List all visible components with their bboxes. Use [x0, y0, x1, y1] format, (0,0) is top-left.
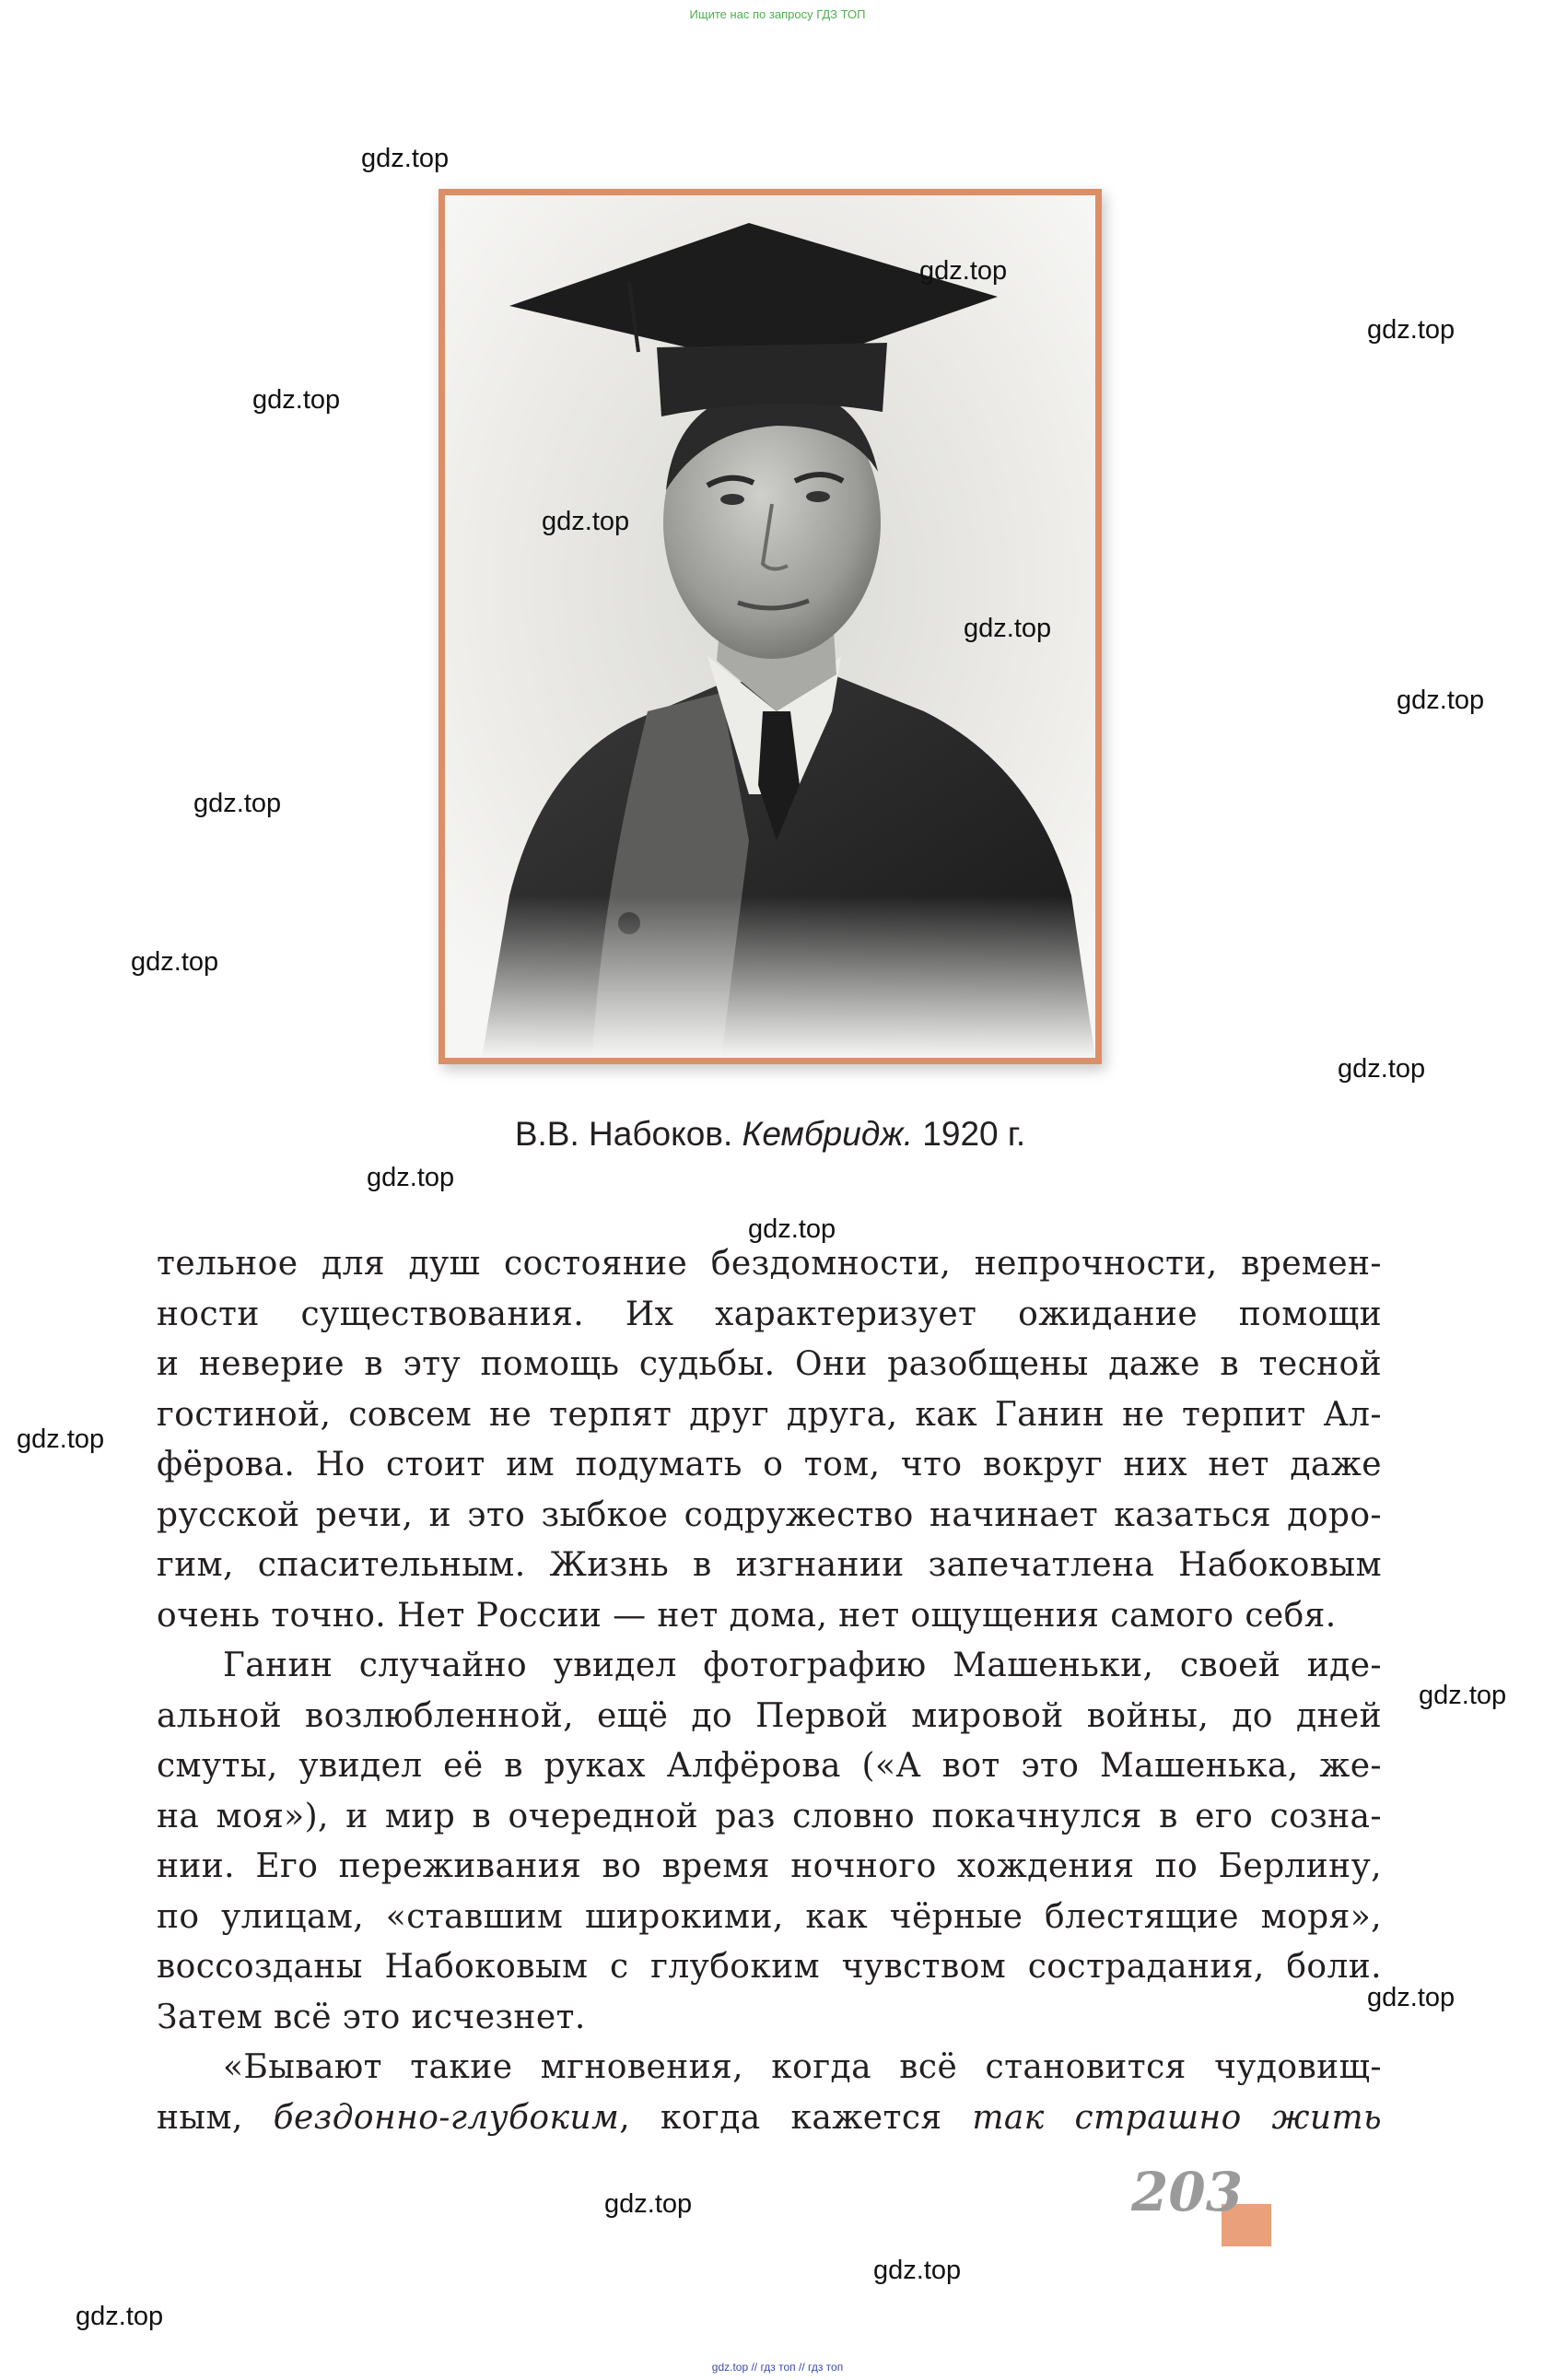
watermark: gdz.top	[919, 256, 1008, 286]
text-line: на моя»), и мир в очередной раз словно покачнулся в его созна-	[157, 1797, 1382, 1835]
text-line: «Бывают такие мгновения, когда всё становится чудовищ-	[223, 2048, 1382, 2086]
text-line: гостиной, совсем не терпят друг друга, как Ганин не терпит Ал-	[157, 1395, 1382, 1434]
watermark: gdz.top	[964, 614, 1052, 643]
watermark: gdz.top	[76, 2302, 164, 2331]
text-line: смуты, увидел её в руках Алфёрова («А вот это Машенька, же-	[157, 1747, 1382, 1785]
text-line: Затем всё это исчезнет.	[157, 1998, 586, 2036]
emphasis-text: так страшно жить	[972, 2098, 1382, 2137]
paragraph-1	[157, 1239, 1382, 1641]
paragraph-2	[157, 1641, 1382, 2043]
text-line: русской речи, и это зыбкое содружество начинает казаться доро-	[157, 1495, 1382, 1534]
text-run: , когда кажется	[619, 2098, 973, 2137]
watermark: gdz.top	[748, 1214, 836, 1244]
text-line: тельное для душ состояние бездомности, непрочности, времен-	[157, 1245, 1382, 1283]
text-line: очень точно. Нет России — нет дома, нет ощущения самого себя.	[157, 1596, 1337, 1635]
watermark: gdz.top	[193, 789, 282, 818]
text-line: гим, спасительным. Жизнь в изгнании запечатлена Набоковым	[157, 1546, 1382, 1584]
header-note: Ищите нас по запросу ГДЗ ТОП	[689, 7, 866, 21]
watermark: gdz.top	[17, 1424, 105, 1454]
footer-note: gdz.top // гдз топ // гдз топ	[711, 2361, 844, 2374]
caption-year: 1920 г.	[922, 1115, 1026, 1153]
page-number: 203	[1131, 2161, 1244, 2223]
watermark: gdz.top	[252, 385, 341, 415]
watermark: gdz.top	[1419, 1681, 1507, 1710]
text-line: ности существования. Их характеризует ожидание помощи	[157, 1295, 1382, 1333]
watermark: gdz.top	[131, 947, 219, 977]
watermark: gdz.top	[367, 1163, 455, 1192]
text-line: фёрова. Но стоит им подумать о том, что вокруг них нет даже	[157, 1446, 1382, 1483]
watermark: gdz.top	[604, 2189, 693, 2219]
watermark: gdz.top	[1397, 686, 1485, 715]
text-line: альной возлюбленной, ещё до Первой мировой войны, до дней	[157, 1696, 1382, 1735]
watermark: gdz.top	[1367, 1983, 1456, 2012]
text-run: ным,	[157, 2098, 274, 2137]
watermark: gdz.top	[361, 144, 450, 173]
text-line: Ганин случайно увидел фотографию Машеньки, своей иде-	[223, 1647, 1382, 1684]
emphasis-text: бездонно-глубоким	[273, 2098, 620, 2137]
caption-place: Кембридж.	[742, 1115, 914, 1153]
text-line: по улицам, «ставшим широкими, как чёрные блестящие моря»,	[157, 1897, 1382, 1936]
text-line: воссозданы Набоковым с глубоким чувством сострадания, боли.	[157, 1948, 1382, 1986]
photo-caption	[438, 1115, 1102, 1154]
paragraph-3	[157, 2043, 1382, 2143]
watermark: gdz.top	[1367, 315, 1456, 345]
watermark: gdz.top	[1338, 1054, 1426, 1084]
watermark: gdz.top	[542, 507, 630, 536]
watermark: gdz.top	[873, 2256, 962, 2285]
text-line	[157, 2093, 1382, 2144]
caption-name: В.В. Набоков.	[514, 1115, 733, 1153]
body-text	[157, 1239, 1382, 2143]
text-line: и неверие в эту помощь судьбы. Они разобщены даже в тесной	[157, 1345, 1382, 1383]
text-line: нии. Его переживания во время ночного хождения по Берлину,	[157, 1847, 1382, 1885]
